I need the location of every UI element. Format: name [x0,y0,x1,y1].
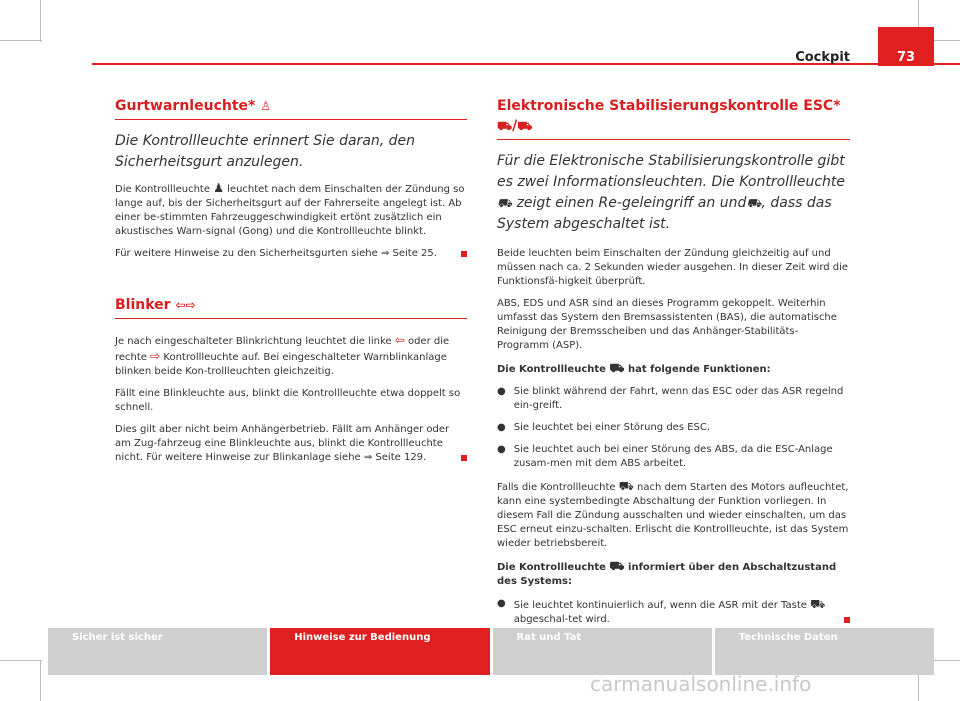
left-column [115,96,467,465]
esc-paragraph-2: ABS, EDS und ASR sind an dieses Programm gekoppelt. Weiterhin umfasst das System den Bremsassistenten (BAS), die automatische Reinigung der Bremsscheiben und das Anhänger-Stabilitäts-Programm (ASP). [497,298,837,351]
list-item: ● Sie leuchtet bei einer Störung des ESC. [497,422,711,433]
esc-warning-icon: ⛟ [609,361,625,375]
esc-warning-icon: ⛟ [497,119,513,133]
section-end-marker [461,251,467,257]
esc-off-icon: ⛟ [746,196,762,210]
seatbelt-paragraph-2: Für weitere Hinweise zu den Sicherheitsgurten siehe ⇒ Seite 25. [115,247,467,261]
crop-mark [40,0,41,42]
right-column [497,96,850,627]
heading-esc: Elektronische Stabilisierungskontrolle ESC* ⛟/⛟ [497,98,841,134]
section-end-marker [461,455,467,461]
tab-hinweise-zur-bedienung[interactable]: Hinweise zur Bedienung [270,628,489,675]
section-title: Cockpit [795,50,850,65]
heading-rule [115,119,467,120]
turn-signal-left-icon: ⇦ [175,298,186,312]
tab-rat-und-tat[interactable]: Rat und Tat [493,628,712,675]
seatbelt-lead: Die Kontrollleuchte erinnert Sie daran, den Sicherheitsgurt anzulegen. [115,133,416,170]
esc-warning-icon: ⛟ [618,479,634,493]
seatbelt-icon: ♙ [260,99,271,113]
turn-signal-paragraph-3: Dies gilt aber nicht beim Anhängerbetrieb. Fällt am Anhänger oder am Zug-fahrzeug eine Blinkleuchte aus, blinkt die Kontrollleuchte nicht. Für weitere Hinweise zur Blinkanlage siehe ⇒ Seite 129. [115,423,467,465]
esc-off-icon: ⛟ [609,559,625,573]
chapter-tabs [48,628,934,675]
crop-mark [40,660,41,701]
crop-mark [0,40,42,41]
turn-signal-right-icon: ⇨ [185,298,196,312]
heading-rule [115,318,467,319]
seatbelt-icon: ♟ [213,181,224,195]
turn-signal-right-icon: ⇨ [150,349,161,363]
watermark: carmanualsonline.info [590,672,812,696]
esc-subheading-2: Die Kontrollleuchte ⛟ informiert über den Abschaltzustand des Systems: [497,559,837,587]
crop-mark [0,660,42,661]
tab-sicher-ist-sicher[interactable]: Sicher ist sicher [48,628,267,675]
list-item: ● Sie leuchtet auch bei einer Störung des ABS, da die ESC-Anlage zusam-men mit dem ABS arbeitet. [497,444,833,469]
heading-rule [497,139,850,140]
list-item: ● Sie leuchtet kontinuierlich auf, wenn die ASR mit der Taste ⛟ abgeschal-tet wird. [497,597,850,627]
turn-signal-left-icon: ⇦ [394,333,405,347]
esc-lead: Für die Elektronische Stabilisierungskontrolle gibt es zwei Informationsleuchten. Die Kontrollleuchte ⛟ zeigt einen Re-geleingriff an und⛟, dass das System abgeschaltet ist. [497,153,846,232]
esc-off-icon: ⛟ [517,119,533,133]
esc-paragraph-1: Beide leuchten beim Einschalten der Zündung gleichzeitig auf und müssen nach ca. 2 Sekunden wieder ausgehen. In dieser Zeit wird die Funktionsfä-higkeit überprüft. [497,248,849,287]
esc-subheading-1: Die Kontrollleuchte ⛟ hat folgende Funktionen: [497,361,771,375]
turn-signal-paragraph-1: Je nach eingeschalteter Blinkrichtung leuchtet die linke ⇦ oder die rechte ⇨ Kontrollleuchte auf. Bei eingeschalteter Warnblinkanlage blinken beide Kon-trollleuchten gleichzeitig. [115,333,450,377]
esc-warning-icon: ⛟ [497,196,513,210]
seatbelt-paragraph-1: Die Kontrollleuchte ♟ leuchtet nach dem Einschalten der Zündung so lange auf, bis der Sicherheitsgurt auf der Fahrerseite angelegt ist. Ab einer be-stimmten Fahrzeuggeschwindigkeit ertönt zusätzlich ein akustisches Warn-signal (Gong) und die Kontrollleuchte blinkt. [115,181,465,237]
heading-seatbelt-warning: Gurtwarnleuchte* ♙ [115,98,271,114]
esc-off-button-icon: ⛟ [810,597,826,611]
section-end-marker [844,617,850,623]
turn-signal-paragraph-2: Fällt eine Blinkleuchte aus, blinkt die Kontrollleuchte etwa doppelt so schnell. [115,388,461,413]
page-number: 73 [896,50,916,65]
list-item: ● Sie blinkt während der Fahrt, wenn das ESC oder das ASR regelnd ein-greift. [497,386,844,411]
heading-turn-signal: Blinker ⇦⇨ [115,297,196,313]
esc-paragraph-3: Falls die Kontrollleuchte ⛟ nach dem Starten des Motors aufleuchtet, kann eine systembedingte Abschaltung der Funktion vorliegen. In diesem Fall die Zündung ausschalten und wieder einschalten, um das ESC erneut einzu-schalten. Erlischt die Kontrollleuchte, ist das System wieder betriebsbereit. [497,479,849,549]
tab-technische-daten[interactable]: Technische Daten [715,628,934,675]
